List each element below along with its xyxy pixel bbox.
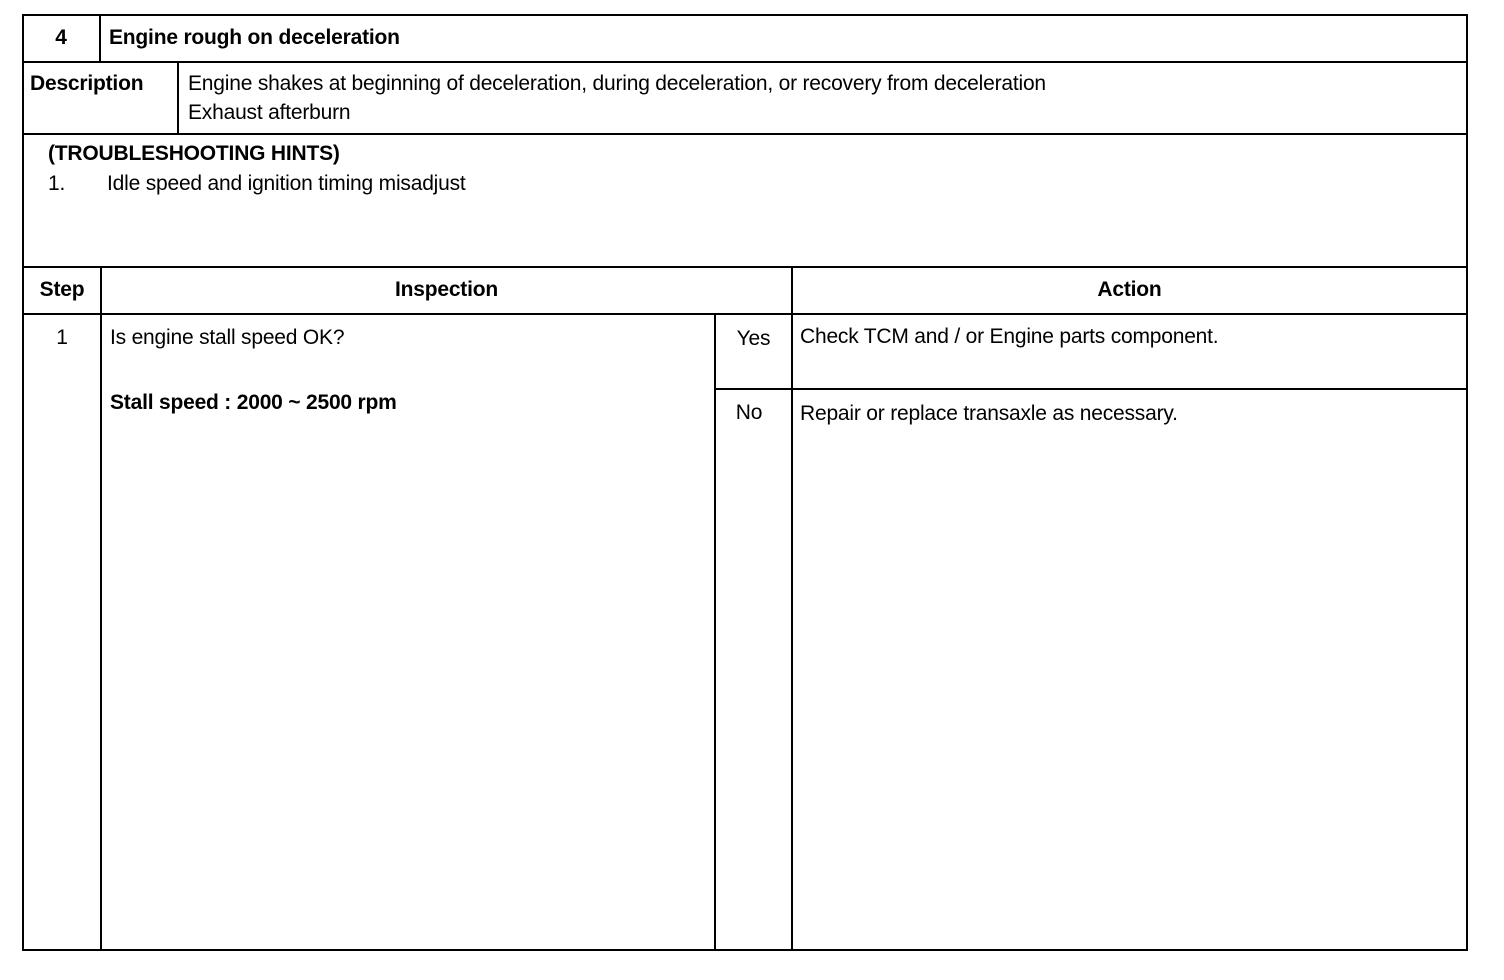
header-divider [99,14,101,62]
step-column-header: Step [39,278,85,301]
description-line-1: Engine shakes at beginning of deceleration, during deceleration, or recovery from deceleration [188,72,1046,95]
inspection-spec: Stall speed : 2000 ~ 2500 rpm [110,391,397,414]
hints-bottom-rule [22,266,1468,268]
step-number: 1 [56,326,68,349]
step-column-rule [100,266,102,951]
header-bottom-rule [22,61,1468,63]
inspection-column-header: Inspection [394,278,498,301]
yes-action: Check TCM and / or Engine parts component. [800,325,1219,348]
inspection-question: Is engine stall speed OK? [110,326,345,349]
description-bottom-rule [22,133,1468,135]
action-column-rule [791,266,793,951]
no-action: Repair or replace transaxle as necessary. [800,402,1178,425]
frame-right-rule [1466,14,1468,951]
frame-left-rule [22,14,24,951]
action-column-header: Action [1097,278,1162,301]
yes-label: Yes [736,327,771,350]
description-line-2: Exhaust afterburn [188,101,351,124]
frame-bottom-rule [22,949,1468,951]
frame-top-rule [22,14,1468,16]
no-label: No [735,401,763,424]
hint-text: Idle speed and ignition timing misadjust [107,172,466,195]
symptom-number: 4 [55,26,67,49]
description-divider [177,61,179,133]
yes-no-divider-rule [714,388,1468,390]
column-header-bottom-rule [22,313,1468,315]
hints-heading: (TROUBLESHOOTING HINTS) [48,142,340,165]
symptom-title: Engine rough on deceleration [109,26,400,49]
description-label: Description [30,72,144,95]
hint-number: 1. [48,172,66,195]
